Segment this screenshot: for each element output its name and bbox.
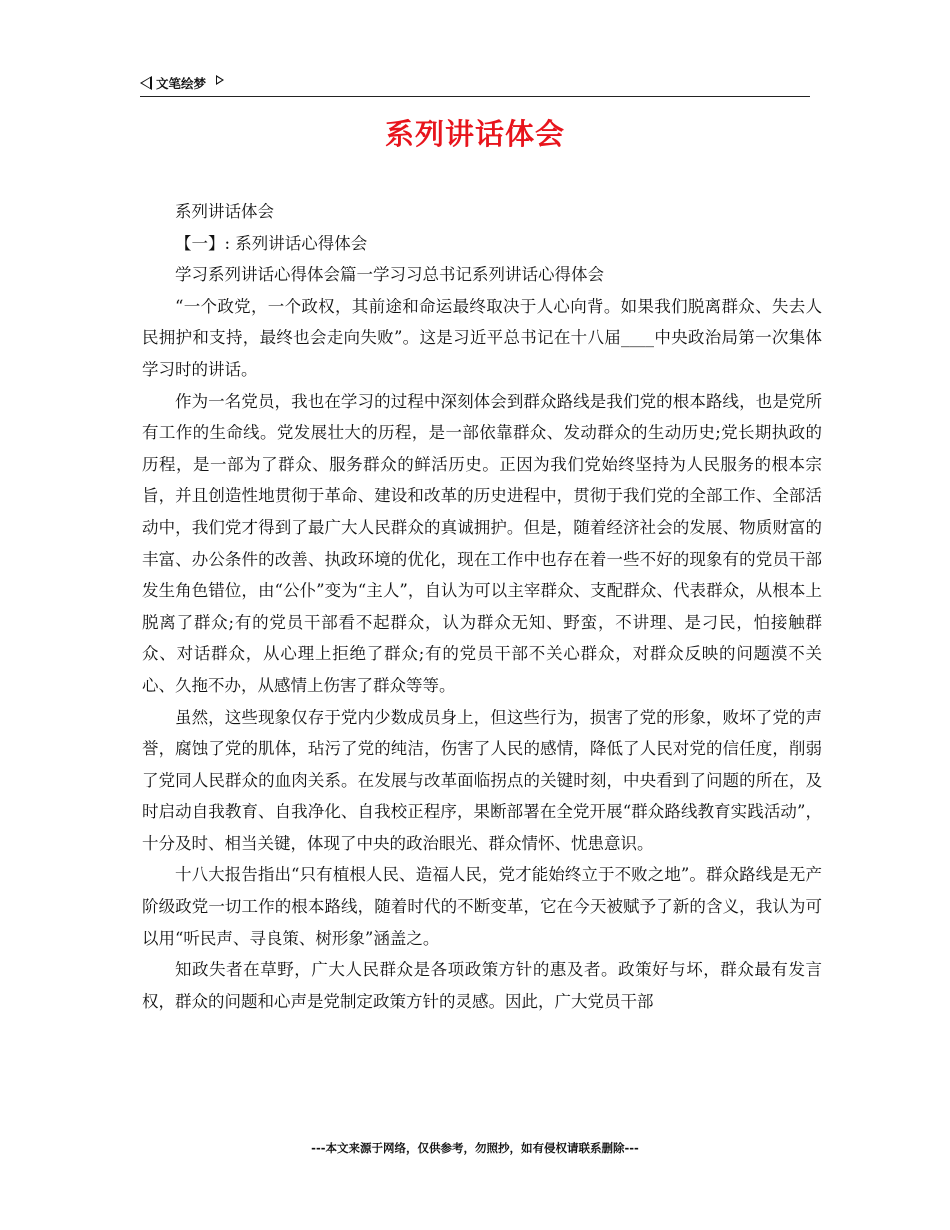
paragraph: 系列讲话体会 — [175, 202, 274, 221]
document-title: 系列讲话体会 — [384, 117, 565, 151]
page-header — [140, 70, 810, 97]
triangle-left-icon — [140, 76, 152, 90]
paragraph: 【一】: 系列讲话心得体会 — [175, 233, 368, 253]
header-brand-text: 文笔绘梦 — [156, 76, 207, 91]
paragraph: 作为一名党员，我也在学习的过程中深刻体会到群众路线是我们党的根本路线，也是党所有工作的生命线。党发展壮大的历程，是一部依靠群众、发动群众的生动历史;党长期执政的历程，是一部为了群众、服务群众的鲜活历史。正因为我们党始终坚持为人民服务的根本宗旨，并且创造性地贯彻于革命、建设和改革的历史进程中，贯彻于我们党的全部工作、全部活动中，我们党才得到了最广大人民群众的真诚拥护。但是，随着经济社会的发展、物质财富的丰富、办公条件的改善、执政环境的优化，现在工作中也存在着一些不好的现象有的党员干部发生角色错位，由“公仆”变为“主人”，自认为可以主宰群众、支配群众、代表群众，从根本上脱离了群众;有的党员干部看不起群众，认为群众无知、野蛮，不讲理、是刁民，怕接触群众、对话群众，从心理上拒绝了群众;有的党员干部不关心群众，对群众反映的问题漠不关心、久拖不办，从感情上伤害了群众等等。 — [142, 391, 822, 695]
paragraph: 知政失者在草野，广大人民群众是各项政策方针的惠及者。政策好与坏，群众最有发言权，群众的问题和心声是党制定政策方针的灵感。因此，广大党员干部 — [142, 960, 822, 1011]
document-body — [142, 196, 822, 1017]
triangle-right-icon — [216, 75, 224, 85]
page-footer: ---本文来源于网络，仅供参考，勿照抄，如有侵权请联系删除--- — [311, 1141, 639, 1155]
paragraph: 学习系列讲话心得体会篇一学习习总书记系列讲话心得体会 — [175, 265, 604, 285]
paragraph: 十八大报告指出“只有植根人民、造福人民，党才能始终立于不败之地”。群众路线是无产阶级政党一切工作的根本路线，随着时代的不断变革，它在今天被赋予了新的含义，我认为可以用“听民声、寻良策、树形象”涵盖之。 — [142, 865, 822, 948]
paragraph: “一个政党，一个政权，其前途和命运最终取决于人心向背。如果我们脱离群众、失去人民拥护和支持，最终也会走向失败”。这是习近平总书记在十八届____中央政治局第一次集体学习时的讲话。 — [142, 296, 822, 379]
paragraph: 虽然，这些现象仅存于党内少数成员身上，但这些行为，损害了党的形象，败坏了党的声誉，腐蚀了党的肌体，玷污了党的纯洁，伤害了人民的感情，降低了人民对党的信任度，削弱了党同人民群众的血肉关系。在发展与改革面临拐点的关键时刻，中央看到了问题的所在，及时启动自我教育、自我净化、自我校正程序，果断部署在全党开展“群众路线教育实践活动”，十分及时、相当关键，体现了中央的政治眼光、群众情怀、忧患意识。 — [142, 707, 822, 853]
header-brand — [140, 74, 224, 92]
